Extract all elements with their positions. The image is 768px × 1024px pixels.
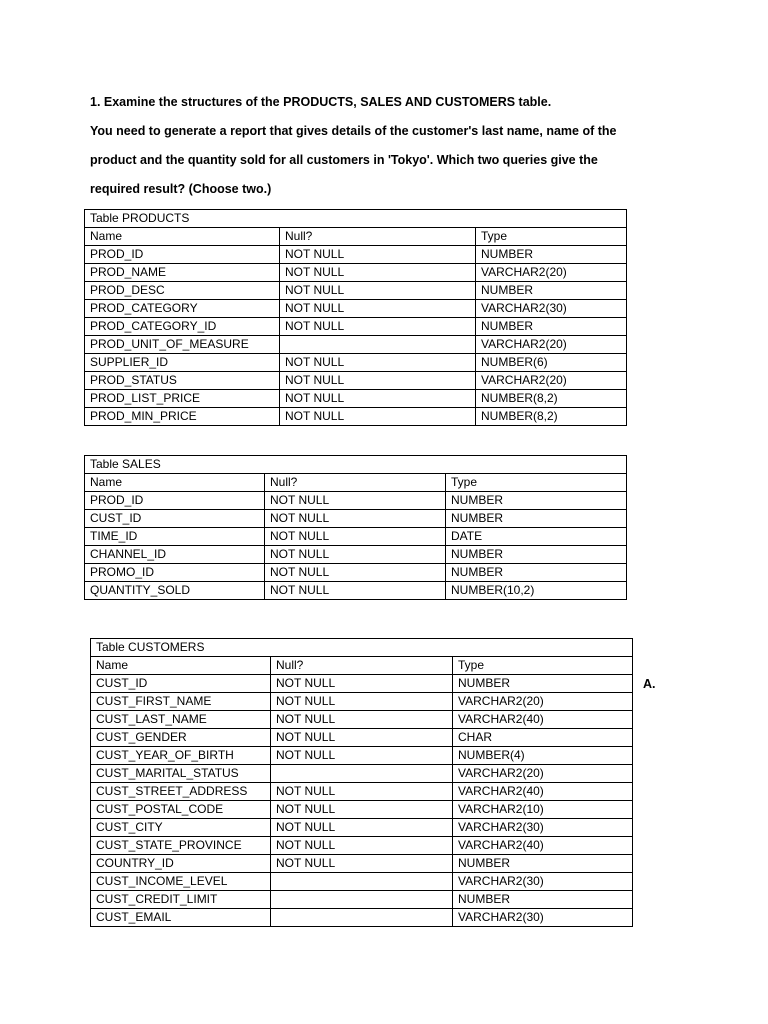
column-name-cell: PROD_UNIT_OF_MEASURE <box>85 336 280 354</box>
table-row <box>85 318 627 336</box>
table-row <box>91 765 633 783</box>
table-row <box>85 582 627 600</box>
table-row <box>85 300 627 318</box>
data-type-cell: VARCHAR2(30) <box>453 873 633 891</box>
null-constraint-cell <box>271 891 453 909</box>
data-type-cell: NUMBER <box>453 855 633 873</box>
table-row <box>85 546 627 564</box>
data-type-cell: CHAR <box>453 729 633 747</box>
null-constraint-cell: NOT NULL <box>265 546 446 564</box>
null-constraint-cell: NOT NULL <box>280 264 476 282</box>
table-row <box>91 783 633 801</box>
data-type-cell: NUMBER <box>476 318 627 336</box>
column-name-cell: PROD_ID <box>85 246 280 264</box>
null-constraint-cell <box>271 873 453 891</box>
null-constraint-cell: NOT NULL <box>280 300 476 318</box>
data-type-cell: NUMBER(4) <box>453 747 633 765</box>
table-row <box>85 246 627 264</box>
column-name-cell: PROD_STATUS <box>85 372 280 390</box>
column-name-cell: PROD_CATEGORY_ID <box>85 318 280 336</box>
data-type-cell: VARCHAR2(20) <box>453 765 633 783</box>
table-row <box>91 855 633 873</box>
column-name-cell: QUANTITY_SOLD <box>85 582 265 600</box>
table-row <box>85 528 627 546</box>
null-constraint-cell: NOT NULL <box>280 318 476 336</box>
data-type-cell: NUMBER(6) <box>476 354 627 372</box>
table-row <box>85 282 627 300</box>
table-caption-row <box>85 210 627 228</box>
column-name-cell: PROD_CATEGORY <box>85 300 280 318</box>
data-type-cell: NUMBER <box>446 510 627 528</box>
column-name-cell: CUST_INCOME_LEVEL <box>91 873 271 891</box>
null-constraint-cell: NOT NULL <box>271 783 453 801</box>
column-name-cell: PROD_DESC <box>85 282 280 300</box>
column-header: Null? <box>280 228 476 246</box>
table-caption-row <box>91 639 633 657</box>
column-header: Null? <box>271 657 453 675</box>
table-caption: Table SALES <box>85 456 627 474</box>
table-header-row <box>85 474 627 492</box>
table-caption: Table PRODUCTS <box>85 210 627 228</box>
null-constraint-cell: NOT NULL <box>280 408 476 426</box>
table-row <box>85 408 627 426</box>
column-name-cell: CUST_POSTAL_CODE <box>91 801 271 819</box>
column-name-cell: CUST_EMAIL <box>91 909 271 927</box>
column-name-cell: CUST_ID <box>91 675 271 693</box>
data-type-cell: VARCHAR2(20) <box>476 264 627 282</box>
null-constraint-cell: NOT NULL <box>265 528 446 546</box>
column-name-cell: PROMO_ID <box>85 564 265 582</box>
null-constraint-cell: NOT NULL <box>271 801 453 819</box>
data-type-cell: NUMBER <box>446 492 627 510</box>
null-constraint-cell: NOT NULL <box>280 354 476 372</box>
table-row <box>85 354 627 372</box>
data-type-cell: NUMBER <box>476 282 627 300</box>
null-constraint-cell: NOT NULL <box>271 747 453 765</box>
products-table <box>84 209 627 426</box>
table-row <box>85 390 627 408</box>
null-constraint-cell <box>271 909 453 927</box>
column-name-cell: CHANNEL_ID <box>85 546 265 564</box>
table-row <box>91 909 633 927</box>
column-name-cell: CUST_STATE_PROVINCE <box>91 837 271 855</box>
null-constraint-cell: NOT NULL <box>271 819 453 837</box>
null-constraint-cell: NOT NULL <box>280 390 476 408</box>
table-row <box>91 711 633 729</box>
data-type-cell: VARCHAR2(20) <box>476 336 627 354</box>
data-type-cell: VARCHAR2(30) <box>453 819 633 837</box>
data-type-cell: NUMBER(8,2) <box>476 390 627 408</box>
column-name-cell: CUST_ID <box>85 510 265 528</box>
column-name-cell: TIME_ID <box>85 528 265 546</box>
null-constraint-cell: NOT NULL <box>265 510 446 528</box>
column-name-cell: PROD_LIST_PRICE <box>85 390 280 408</box>
column-name-cell: PROD_ID <box>85 492 265 510</box>
column-header: Type <box>476 228 627 246</box>
column-name-cell: CUST_STREET_ADDRESS <box>91 783 271 801</box>
null-constraint-cell <box>271 765 453 783</box>
table-row <box>91 693 633 711</box>
table-row <box>85 372 627 390</box>
column-name-cell: CUST_GENDER <box>91 729 271 747</box>
column-header: Type <box>453 657 633 675</box>
column-name-cell: PROD_NAME <box>85 264 280 282</box>
null-constraint-cell: NOT NULL <box>265 492 446 510</box>
table-row <box>85 510 627 528</box>
data-type-cell: NUMBER <box>476 246 627 264</box>
table-row <box>91 873 633 891</box>
table-row <box>91 819 633 837</box>
data-type-cell: VARCHAR2(30) <box>476 300 627 318</box>
table-row <box>91 729 633 747</box>
table-header-row <box>91 657 633 675</box>
sales-table <box>84 455 627 600</box>
column-name-cell: CUST_LAST_NAME <box>91 711 271 729</box>
column-name-cell: PROD_MIN_PRICE <box>85 408 280 426</box>
null-constraint-cell: NOT NULL <box>271 693 453 711</box>
data-type-cell: NUMBER(10,2) <box>446 582 627 600</box>
table-row <box>91 747 633 765</box>
column-header: Name <box>85 228 280 246</box>
data-type-cell: DATE <box>446 528 627 546</box>
answer-option-label: A. <box>643 677 656 691</box>
data-type-cell: VARCHAR2(20) <box>453 693 633 711</box>
question-line-3: product and the quantity sold for all customers in 'Tokyo'. Which two queries give the <box>90 153 598 167</box>
null-constraint-cell: NOT NULL <box>271 675 453 693</box>
table-row <box>91 837 633 855</box>
null-constraint-cell: NOT NULL <box>265 564 446 582</box>
column-name-cell: CUST_YEAR_OF_BIRTH <box>91 747 271 765</box>
data-type-cell: NUMBER <box>453 675 633 693</box>
table-caption: Table CUSTOMERS <box>91 639 633 657</box>
column-header: Name <box>85 474 265 492</box>
data-type-cell: VARCHAR2(40) <box>453 783 633 801</box>
table-row <box>91 675 633 693</box>
question-line-1: 1. Examine the structures of the PRODUCTS, SALES AND CUSTOMERS table. <box>90 95 552 109</box>
table-row <box>85 264 627 282</box>
table-row <box>85 336 627 354</box>
data-type-cell: NUMBER <box>446 564 627 582</box>
column-header: Null? <box>265 474 446 492</box>
column-name-cell: COUNTRY_ID <box>91 855 271 873</box>
table-row <box>91 801 633 819</box>
null-constraint-cell <box>280 336 476 354</box>
column-name-cell: CUST_CITY <box>91 819 271 837</box>
table-row <box>85 492 627 510</box>
null-constraint-cell: NOT NULL <box>280 246 476 264</box>
column-name-cell: SUPPLIER_ID <box>85 354 280 372</box>
data-type-cell: NUMBER <box>453 891 633 909</box>
column-name-cell: CUST_CREDIT_LIMIT <box>91 891 271 909</box>
null-constraint-cell: NOT NULL <box>280 282 476 300</box>
data-type-cell: VARCHAR2(20) <box>476 372 627 390</box>
null-constraint-cell: NOT NULL <box>265 582 446 600</box>
table-row <box>85 564 627 582</box>
column-header: Type <box>446 474 627 492</box>
table-header-row <box>85 228 627 246</box>
null-constraint-cell: NOT NULL <box>271 855 453 873</box>
null-constraint-cell: NOT NULL <box>271 711 453 729</box>
data-type-cell: NUMBER <box>446 546 627 564</box>
column-name-cell: CUST_FIRST_NAME <box>91 693 271 711</box>
table-row <box>91 891 633 909</box>
column-header: Name <box>91 657 271 675</box>
null-constraint-cell: NOT NULL <box>271 837 453 855</box>
data-type-cell: VARCHAR2(40) <box>453 711 633 729</box>
data-type-cell: VARCHAR2(30) <box>453 909 633 927</box>
question-line-4: required result? (Choose two.) <box>90 182 272 196</box>
null-constraint-cell: NOT NULL <box>280 372 476 390</box>
data-type-cell: VARCHAR2(40) <box>453 837 633 855</box>
column-name-cell: CUST_MARITAL_STATUS <box>91 765 271 783</box>
question-line-2: You need to generate a report that gives details of the customer's last name, name of the <box>90 124 617 138</box>
data-type-cell: NUMBER(8,2) <box>476 408 627 426</box>
table-caption-row <box>85 456 627 474</box>
customers-table <box>90 638 633 927</box>
data-type-cell: VARCHAR2(10) <box>453 801 633 819</box>
null-constraint-cell: NOT NULL <box>271 729 453 747</box>
